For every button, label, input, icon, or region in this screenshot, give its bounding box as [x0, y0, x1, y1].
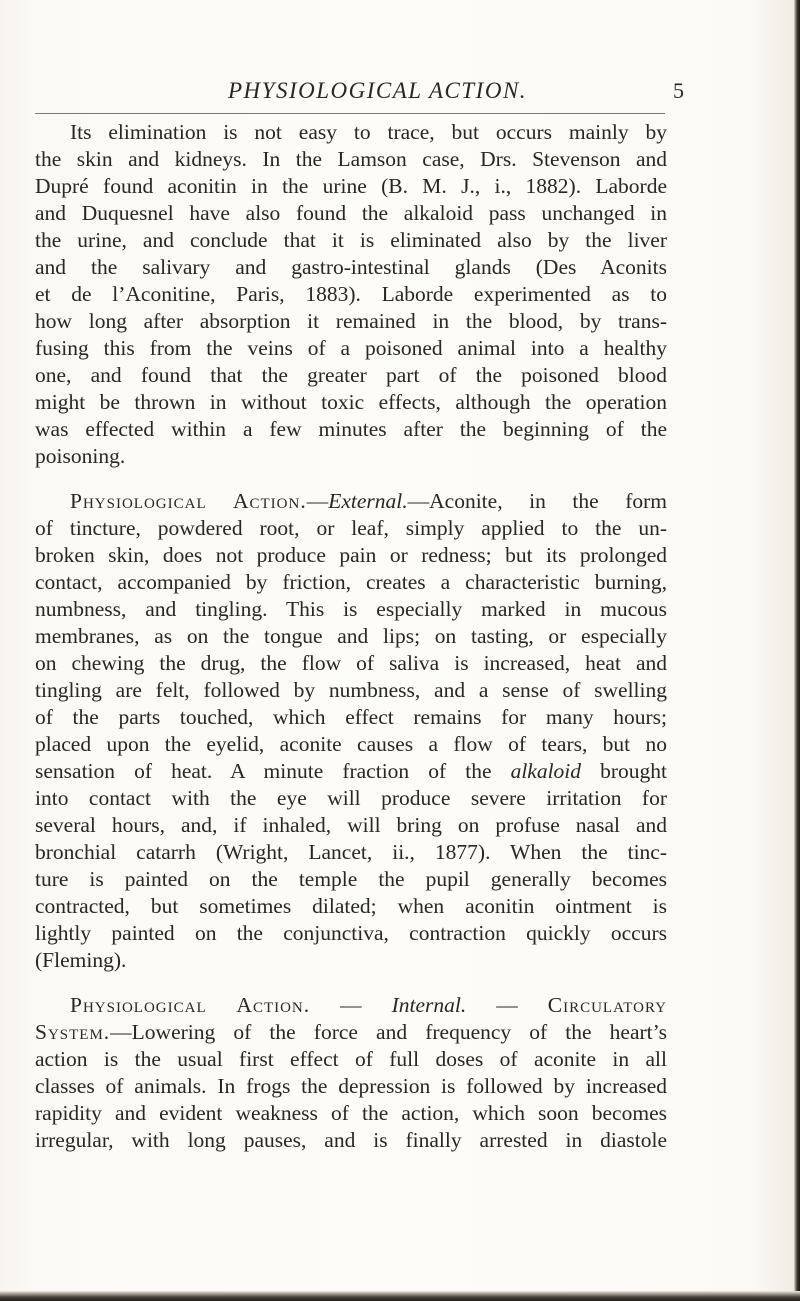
heading-dash: —	[310, 993, 392, 1017]
running-head	[228, 78, 688, 112]
text-line: was effected within a few minutes after the beginning of the	[35, 417, 667, 441]
text-line: et de l’Aconitine, Paris, 1883). Laborde experimented as to	[35, 282, 667, 306]
section-heading: Physiological Action.	[70, 993, 311, 1017]
text-line: fusing this from the veins of a poisoned animal into a healthy	[35, 336, 667, 360]
text-line: several hours, and, if inhaled, will bring on profuse nasal and	[35, 813, 667, 837]
text-line: of the parts touched, which effect remains for many hours;	[35, 705, 667, 729]
text-line: (Fleming).	[35, 948, 127, 972]
text-line: on chewing the drug, the flow of saliva is increased, heat and	[35, 651, 667, 675]
section-subheading: Internal.	[391, 993, 467, 1017]
text-line: the urine, and conclude that it is eliminated also by the liver	[35, 228, 667, 252]
page-number: 5	[673, 78, 684, 103]
text-line: and the salivary and gastro-intestinal glands (Des Aconits	[35, 255, 667, 279]
text-line: one, and found that the greater part of the poisoned blood	[35, 363, 667, 387]
text-line: rapidity and evident weakness of the action, which soon becomes	[35, 1101, 667, 1125]
text-line	[35, 1019, 667, 1046]
text-line: lightly painted on the conjunctiva, contraction quickly occurs	[35, 921, 667, 945]
heading-dash: —	[306, 489, 329, 513]
section-subheading-system: System.	[35, 1020, 111, 1044]
text-line: poisoning.	[35, 444, 126, 468]
paragraph-internal-action	[35, 992, 667, 1154]
italic-term: alkaloid	[510, 759, 582, 783]
text-line: ture is painted on the temple the pupil generally becomes	[35, 867, 667, 891]
paragraph-elimination	[35, 119, 667, 470]
header-rule	[35, 113, 665, 114]
section-subheading: External.	[328, 489, 408, 513]
body-text	[35, 119, 667, 1154]
text-line: into contact with the eye will produce severe irritation for	[35, 786, 667, 810]
text-line: bronchial catarrh (Wright, Lancet, ii., 1877). When the tinc-	[35, 840, 667, 864]
text-line: action is the usual first effect of full doses of aconite in all	[35, 1047, 667, 1071]
section-heading: Physiological Action.	[70, 489, 307, 513]
section-subheading-circulatory: Circulatory	[547, 993, 667, 1017]
text-line: irregular, with long pauses, and is finally arrested in diastole	[35, 1128, 667, 1152]
text-line: might be thrown in without toxic effects, although the operation	[35, 390, 667, 414]
text-run: —Aconite, in the form	[407, 489, 667, 513]
text-line: placed upon the eyelid, aconite causes a flow of tears, but no	[35, 732, 667, 756]
heading-dash: —	[466, 993, 548, 1017]
page-edge-right	[794, 0, 800, 1301]
text-line	[35, 992, 667, 1019]
text-line: and Duquesnel have also found the alkaloid pass unchanged in	[35, 201, 667, 225]
text-run: brought	[581, 759, 667, 783]
text-line: contact, accompanied by friction, creates a characteristic burning,	[35, 570, 667, 594]
text-line: the skin and kidneys. In the Lamson case, Drs. Stevenson and	[35, 147, 667, 171]
text-line: of tincture, powdered root, or leaf, simply applied to the un-	[35, 516, 667, 540]
text-line: membranes, as on the tongue and lips; on tasting, or especially	[35, 624, 667, 648]
text-line: Dupré found aconitin in the urine (B. M. J., i., 1882). Laborde	[35, 174, 667, 198]
text-line: broken skin, does not produce pain or redness; but its prolonged	[35, 543, 667, 567]
text-line: tingling are felt, followed by numbness, and a sense of swelling	[35, 678, 667, 702]
text-line	[35, 488, 667, 515]
page-edge-bottom	[0, 1291, 800, 1301]
text-line: numbness, and tingling. This is especially marked in mucous	[35, 597, 667, 621]
text-line: contracted, but sometimes dilated; when aconitin ointment is	[35, 894, 667, 918]
text-line	[35, 758, 667, 785]
running-title: PHYSIOLOGICAL ACTION.	[228, 78, 528, 103]
text-run: —Lowering of the force and frequency of the heart’s	[110, 1020, 667, 1044]
text-run: sensation of heat. A minute fraction of the	[35, 759, 511, 783]
text-line: how long after absorption it remained in the blood, by trans-	[35, 309, 667, 333]
text-line: classes of animals. In frogs the depression is followed by increased	[35, 1074, 667, 1098]
text-line: Its elimination is not easy to trace, but occurs mainly by	[70, 120, 667, 144]
paragraph-external-action	[35, 488, 667, 974]
